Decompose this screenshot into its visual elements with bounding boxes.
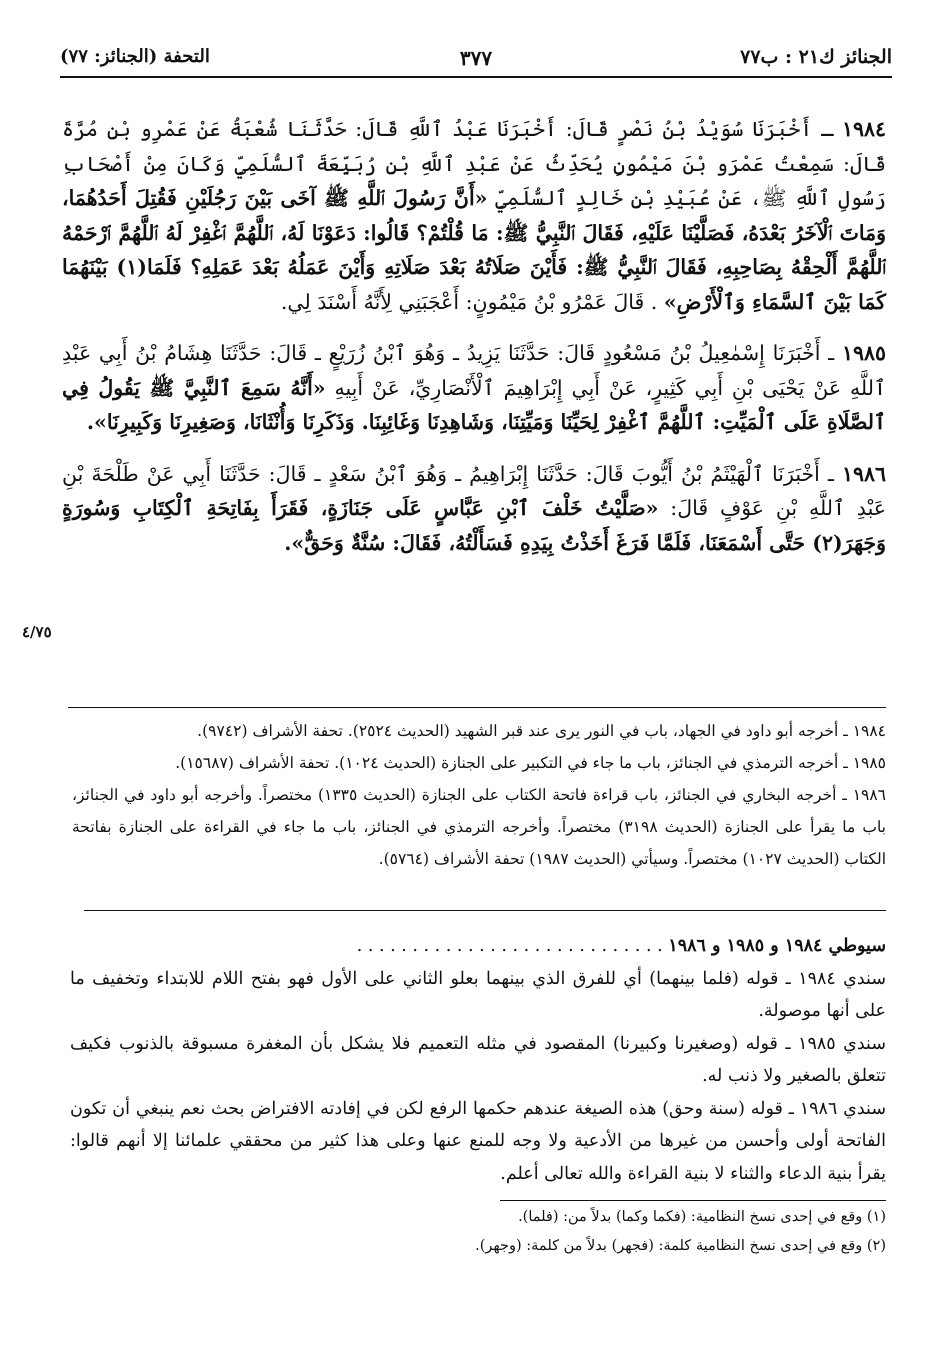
page-number: ٣٧٧ (459, 46, 493, 70)
page-header (60, 46, 892, 74)
header-divider (60, 76, 892, 78)
hadith-matn: «أَنَّ رَسُولَ ٱللَّهِ ﷺ آخَى بَيْنَ رَجُلَيْنِ فَقُتِلَ أَحَدُهُمَا، وَمَاتَ ٱلْآخَرُ بَعْدَهُ، فَصَلَّيْنَا عَلَيْهِ، فَقَالَ ٱلنَّبِيُّ ﷺ: مَا قُلْتُمْ؟ قَالُوا: دَعَوْنَا لَهُ، ٱللَّهُمَّ ٱغْفِرْ لَهُ ٱللَّهُمَّ ٱرْحَمْهُ ٱللَّهُمَّ أَلْحِقْهُ بِصَاحِبِهِ، فَقَالَ ٱلنَّبِيُّ ﷺ: فَأَيْنَ صَلَاتُهُ بَعْدَ صَلَاتِهِ وَأَيْنَ عَمَلُهُ بَعْدَ عَمَلِهِ؟ فَلَمَا(١) بَيْنَهُمَا كَمَا بَيْنَ ٱلسَّمَاءِ وَٱلْأَرْضِ» (62, 186, 886, 314)
takhrij-1985: ١٩٨٥ ـ أخرجه الترمذي في الجنائز، باب ما جاء في التكبير على الجنازة (الحديث ١٠٢٤). تحفة الأشراف (١٥٦٨٧). (175, 754, 886, 772)
hadith-isnad: ـ أَخْبَرَنَا سُوَيْدُ بْنُ نَصْرٍ قَالَ: أَخْبَرَنَا عَبْدُ ٱللَّهِ قَالَ: حَدَّثَنَا شُعْبَةُ عَنْ عَمْرِو بْنِ مُرَّةَ قَالَ: سَمِعْتُ عَمْرَو بْنَ مَيْمُونٍ يُحَدِّثُ عَنْ عَبْدِ ٱللَّهِ بْنِ رُبَيِّعَةَ ٱلسُّلَمِيِّ وَكَانَ مِنْ أَصْحَابِ رَسُولِ ٱللَّهِ ﷺ، عَنْ عُبَيْدِ بْنِ خَالِدٍ ٱلسُّلَمِيِّ (62, 117, 886, 210)
tuhfa-reference: التحفة (الجنائز: ٧٧) (60, 46, 210, 67)
takhrij-divider (68, 707, 886, 708)
commentary-divider (84, 910, 886, 911)
hadith-matn: «صَلَّيْتُ خَلْفَ ٱبْنِ عَبَّاسٍ عَلَى جَنَازَةٍ، فَقَرَأَ بِفَاتِحَةِ ٱلْكِتَابِ وَسُورَةٍ وَجَهَرَ(٢) حَتَّى أَسْمَعَنَا، فَلَمَّا فَرَغَ أَخَذْتُ بِيَدِهِ فَسَأَلْتُهُ، فَقَالَ: سُنَّةٌ وَحَقٌّ». (62, 496, 886, 555)
sindi-note-1984: سندي ١٩٨٤ ـ قوله (فلما بينهما) أي للفرق الذي بينهما بعلو الثاني على الأول فهو بفتح اللام للابتداء وتخفيف ما على أنها موصولة. (70, 968, 886, 1021)
hadith-1984 (62, 112, 886, 319)
margin-reference: ٤/٧٥ (22, 623, 52, 641)
takhrij-1984: ١٩٨٤ ـ أخرجه أبو داود في الجهاد، باب في النور يرى عند قبر الشهيد (الحديث ٢٥٢٤). تحفة الأشراف (٩٧٤٢). (197, 722, 886, 740)
hadith-number: ١٩٨٥ (841, 341, 886, 365)
hadith-isnad: ـ أَخْبَرَنَا إِسْمٰعِيلُ بْنُ مَسْعُودٍ قَالَ: حَدَّثَنَا يَزِيدُ ـ وَهُوَ ٱبْنُ زُرَيْعٍ ـ قَالَ: حَدَّثَنَا هِشَامُ بْنُ أَبِي عَبْدِ ٱللَّهِ عَنْ يَحْيَى بْنِ أَبِي كَثِيرٍ، عَنْ أَبِي إِبْرَاهِيمَ ٱلْأَنْصَارِيِّ، عَنْ أَبِيهِ (62, 341, 886, 400)
footnotes (300, 1203, 886, 1261)
hadith-1985 (62, 336, 886, 440)
hadith-1986 (62, 457, 886, 561)
takhrij-notes (72, 715, 886, 875)
hadith-matn: «أَنَّهُ سَمِعَ ٱلنَّبِيَّ ﷺ يَقُولُ فِي ٱلصَّلَاةِ عَلَى ٱلْمَيِّتِ: ٱللَّهُمَّ ٱغْفِرْ لِحَيِّنَا وَمَيِّتِنَا، وَشَاهِدِنَا وَغَائِبِنَا. وَذَكَرِنَا وَأُنْثَانَا، وَصَغِيرِنَا وَكَبِيرِنَا». (62, 375, 886, 434)
suyuti-heading: سيوطي ١٩٨٤ و ١٩٨٥ و ١٩٨٦ . . . . . . . . . . . . . . . . . . . . . . . . . . . . (356, 936, 886, 956)
hadith-number: ١٩٨٤ (841, 117, 886, 141)
sindi-note-1986: سندي ١٩٨٦ ـ قوله (سنة وحق) هذه الصيغة عندهم حكمها الرفع لكن في إفادته الافتراض بحث نعم ينبغي أن تكون الفاتحة أولى وأحسن من غيرها من الأدعية ولا وجه للمنع عنها وعلى هذا كثير من محققي علمائنا إلا أنهم قالوا: يقرأ بنية الدعاء والثناء لا بنية القراءة والله تعالى أعلم. (70, 1098, 887, 1184)
footnote-1: (١) وقع في إحدى نسخ النظامية: (فكما وكما) بدلاً من: (فلما). (518, 1209, 886, 1225)
hadith-number: ١٩٨٦ (841, 461, 886, 486)
hadith-body (62, 112, 886, 577)
chapter-reference: الجنائز ك٢١ : ب٧٧ (740, 46, 892, 68)
sindi-note-1985: سندي ١٩٨٥ ـ قوله (وصغيرنا وكبيرنا) المقصود في مثله التعميم فلا يشكل بأن المغفرة مسبوقة بالذنوب فكيف تتعلق بالصغير ولا ذنب له. (70, 1033, 887, 1086)
commentary-section (70, 930, 886, 1190)
footnote-divider (500, 1200, 886, 1201)
takhrij-1986: ١٩٨٦ ـ أخرجه البخاري في الجنائز، باب قراءة فاتحة الكتاب على الجنازة (الحديث ١٣٣٥) مختصراً. وأخرجه أبو داود في الجنائز، باب ما يقرأ على الجنازة (الحديث ٣١٩٨) مختصراً. وأخرجه الترمذي في الجنائز، باب ما جاء في القراءة على الجنازة بفاتحة الكتاب (الحديث ١٠٢٧) مختصراً. وسيأتي (الحديث ١٩٨٧) تحفة الأشراف (٥٧٦٤). (72, 786, 886, 868)
hadith-tail: . قَالَ عَمْرُو بْنُ مَيْمُونٍ: أَعْجَبَنِي لِأَنَّهُ أَسْنَدَ لِي. (280, 289, 658, 314)
hadith-isnad: ـ أَخْبَرَنَا ٱلْهَيْثَمُ بْنُ أَيُّوبَ قَالَ: حَدَّثَنَا إِبْرَاهِيمُ ـ وَهُوَ ٱبْنُ سَعْدٍ ـ قَالَ: حَدَّثَنَا أَبِي عَنْ طَلْحَةَ بْنِ عَبْدِ ٱللَّهِ بْنِ عَوْفٍ قَالَ: (62, 461, 886, 520)
leader-dots: . . . . . . . . . . . . . . . . . . . . . . . . . . . . (356, 936, 663, 956)
footnote-2: (٢) وقع في إحدى نسخ النظامية كلمة: (فجهر) بدلاً من كلمة: (وجهر). (475, 1238, 886, 1254)
